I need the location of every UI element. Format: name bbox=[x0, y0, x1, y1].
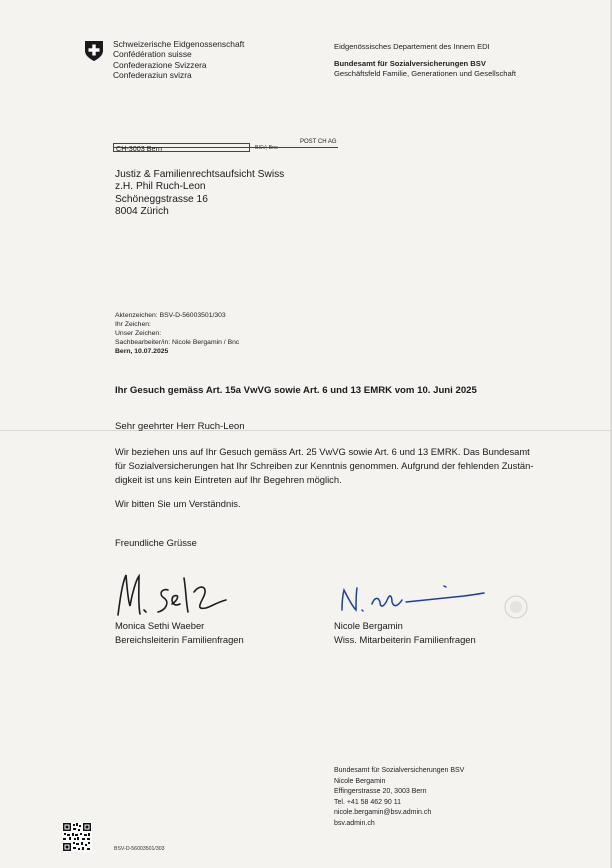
recipient-address bbox=[115, 169, 284, 218]
signature-bergamin bbox=[336, 580, 486, 620]
signatory-name: Monica Sethi Waeber bbox=[115, 620, 205, 631]
confederation-names bbox=[113, 39, 244, 81]
paper-fold-line bbox=[0, 430, 612, 431]
unser-zeichen: Unser Zeichen: bbox=[115, 330, 162, 337]
division-name: Geschäftsfeld Familie, Generationen und Gesellschaft bbox=[334, 69, 516, 78]
body-paragraph-2: Wir bitten Sie um Verständnis. bbox=[115, 498, 241, 509]
footer-office: Bundesamt für Sozialversicherungen BSV bbox=[334, 767, 465, 774]
body-line: digkeit ist uns kein Eintreten auf Ihr Begehren möglich. bbox=[115, 474, 342, 486]
footer-email: nicole.bergamin@bsv.admin.ch bbox=[334, 809, 432, 816]
sachbearbeiter: Sachbearbeiter/in: Nicole Bergamin / Bnc bbox=[115, 339, 240, 346]
footer-address: Effingerstrasse 20, 3003 Bern bbox=[334, 788, 427, 795]
swiss-cross-shield-icon bbox=[84, 40, 104, 62]
letter-subject: Ihr Gesuch gemäss Art. 15a VwVG sowie Art. 6 und 13 EMRK vom 10. Juni 2025 bbox=[115, 385, 477, 396]
signatory-left bbox=[115, 619, 244, 647]
confederation-line: Confederazione Svizzera bbox=[113, 59, 207, 70]
recipient-line: Schöneggstrasse 16 bbox=[115, 193, 208, 205]
salutation: Sehr geehrter Herr Ruch-Leon bbox=[115, 421, 245, 432]
document-reference: BSV-D-56003501/303 bbox=[114, 846, 165, 852]
aktenzeichen: Aktenzeichen: BSV-D-56003501/303 bbox=[115, 312, 226, 319]
confederation-line: Schweizerische Eidgenossenschaft bbox=[113, 39, 245, 49]
place-date: Bern, 10.07.2025 bbox=[115, 348, 169, 355]
department-block bbox=[334, 42, 516, 79]
signature-waeber bbox=[108, 570, 238, 618]
closing: Freundliche Grüsse bbox=[115, 537, 197, 548]
signatory-title: Wiss. Mitarbeiterin Familienfragen bbox=[334, 634, 476, 646]
department-name: Eidgenössisches Departement des Innern EDI bbox=[334, 42, 490, 51]
office-name: Bundesamt für Sozialversicherungen BSV bbox=[334, 59, 486, 68]
confederation-line: Confédération suisse bbox=[113, 49, 192, 60]
signatory-title: Bereichsleiterin Familienfragen bbox=[115, 634, 244, 646]
footer-phone: Tel. +41 58 462 90 11 bbox=[334, 798, 402, 806]
body-line: für Sozialversicherungen hat Ihr Schreiben zur Kenntnis genommen. Aufgrund der fehlenden Zustän- bbox=[115, 460, 534, 472]
body-paragraph bbox=[115, 445, 595, 488]
qr-code-icon bbox=[62, 822, 92, 852]
footer-website: bsv.admin.ch bbox=[334, 819, 375, 827]
footer-contact-name: Nicole Bergamin bbox=[334, 777, 386, 785]
ihr-zeichen: Ihr Zeichen: bbox=[115, 321, 151, 328]
recipient-line: 8004 Zürich bbox=[115, 205, 169, 217]
stamp-mark bbox=[502, 594, 530, 620]
contact-footer bbox=[334, 766, 464, 829]
recipient-line: Justiz & Familienrechtsaufsicht Swiss bbox=[115, 169, 285, 180]
confederation-line: Confederaziun svizra bbox=[113, 70, 192, 81]
post-mark: POST CH AG bbox=[300, 139, 337, 145]
sender-line: CH-3003 Bern bbox=[113, 143, 250, 152]
signatory-name: Nicole Bergamin bbox=[334, 620, 403, 631]
reference-block bbox=[115, 311, 239, 356]
signatory-right bbox=[334, 619, 476, 647]
sender-code: BSV; Bnc bbox=[255, 145, 278, 151]
body-line: Wir beziehen uns auf Ihr Gesuch gemäss Art. 25 VwVG sowie Art. 6 und 13 EMRK. Das Bundesamt bbox=[115, 446, 530, 457]
recipient-line: z.H. Phil Ruch-Leon bbox=[115, 181, 206, 193]
